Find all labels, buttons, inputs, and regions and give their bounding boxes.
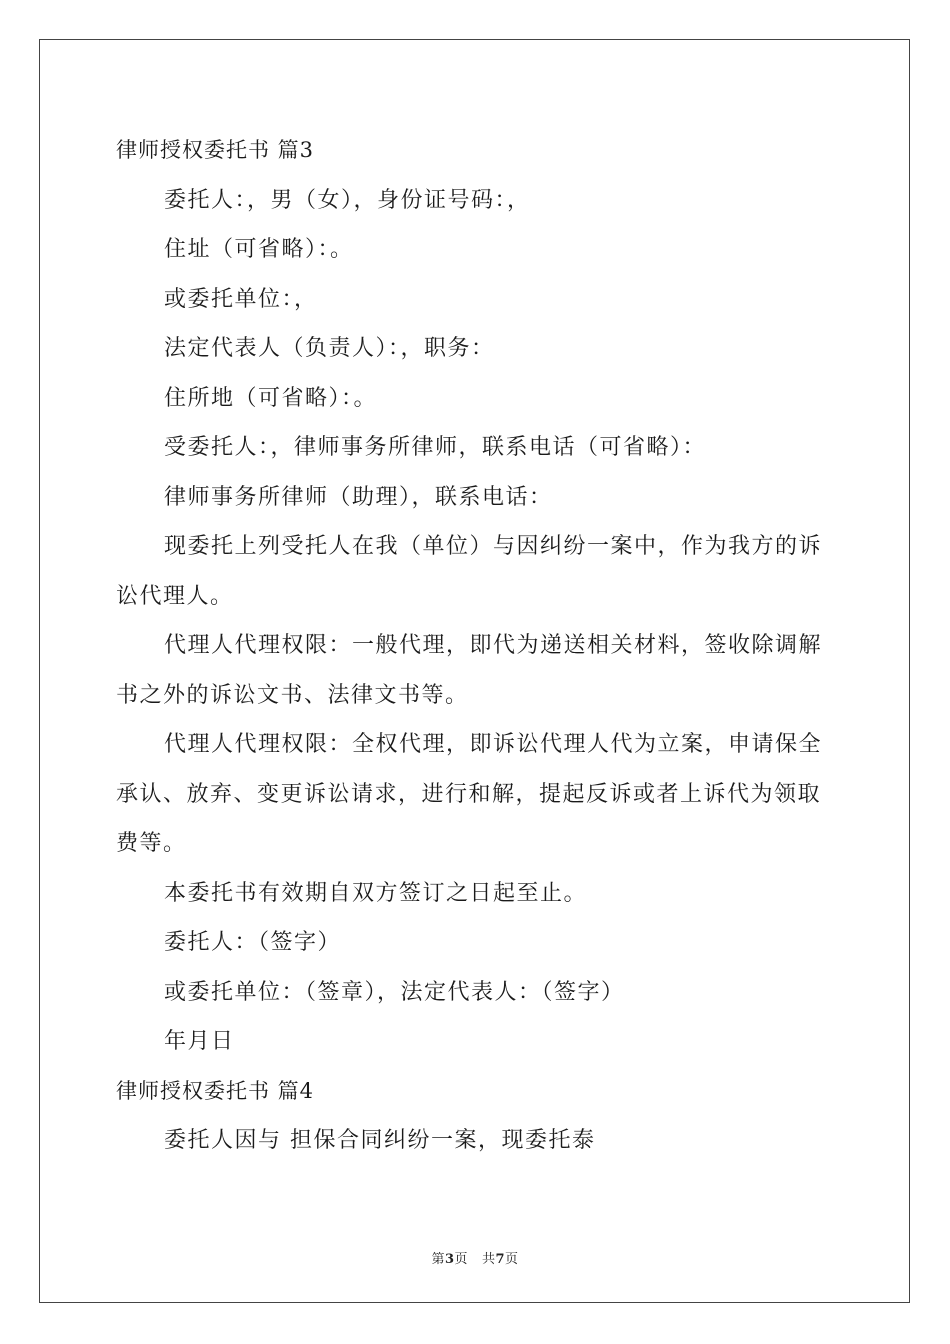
paragraph-line: 代理人代理权限：一般代理，即代为递送相关材料，签收除调解 — [164, 633, 823, 658]
paragraph-line: 委托人：（签字） — [164, 930, 342, 955]
paragraph-line: 受委托人：，律师事务所律师，联系电话（可省略）： — [164, 435, 707, 460]
paragraph-line: 住址（可省略）：。 — [164, 237, 354, 262]
paragraph-line: 或委托单位：， — [164, 286, 318, 312]
document-body — [116, 126, 836, 1166]
paragraph-line-wrap: 费等。 — [116, 831, 187, 856]
section-title-4: 律师授权委托书 篇4 — [116, 1078, 315, 1103]
paragraph-line: 住所地（可省略）：。 — [164, 385, 378, 411]
section-title-3: 律师授权委托书 篇3 — [116, 138, 315, 162]
page-footer — [0, 1248, 950, 1267]
footer-page-current: 3 — [445, 1252, 455, 1267]
paragraph-line: 或委托单位：（签章），法定代表人：（签字） — [164, 979, 625, 1005]
paragraph-line: 法定代表人（负责人）：，职务： — [164, 336, 495, 361]
footer-page-suffix: 页 — [505, 1252, 519, 1267]
paragraph-line: 本委托书有效期自双方签订之日起至止。 — [164, 880, 588, 906]
footer-page-total: 7 — [495, 1252, 505, 1267]
paragraph-line-wrap: 承认、放弃、变更诉讼请求，进行和解，提起反诉或者上诉代为领取 — [116, 781, 822, 807]
paragraph-line: 律师事务所律师（助理），联系电话： — [164, 484, 553, 510]
paragraph-line: 年月日 — [164, 1029, 235, 1054]
paragraph-line: 委托人：，男（女），身份证号码：， — [164, 187, 531, 213]
paragraph-line-wrap: 讼代理人。 — [116, 583, 234, 609]
paragraph-line: 代理人代理权限：全权代理，即诉讼代理人代为立案，申请保全 — [164, 732, 823, 757]
footer-page-prefix: 第 — [431, 1252, 445, 1267]
paragraph-line: 现委托上列受托人在我（单位）与因纠纷一案中，作为我方的诉 — [164, 534, 823, 559]
paragraph-line: 委托人因与 担保合同纠纷一案，现委托泰 — [164, 1128, 596, 1153]
footer-page-mid: 页 共 — [454, 1252, 496, 1267]
paragraph-line-wrap: 书之外的诉讼文书、法律文书等。 — [116, 682, 469, 708]
